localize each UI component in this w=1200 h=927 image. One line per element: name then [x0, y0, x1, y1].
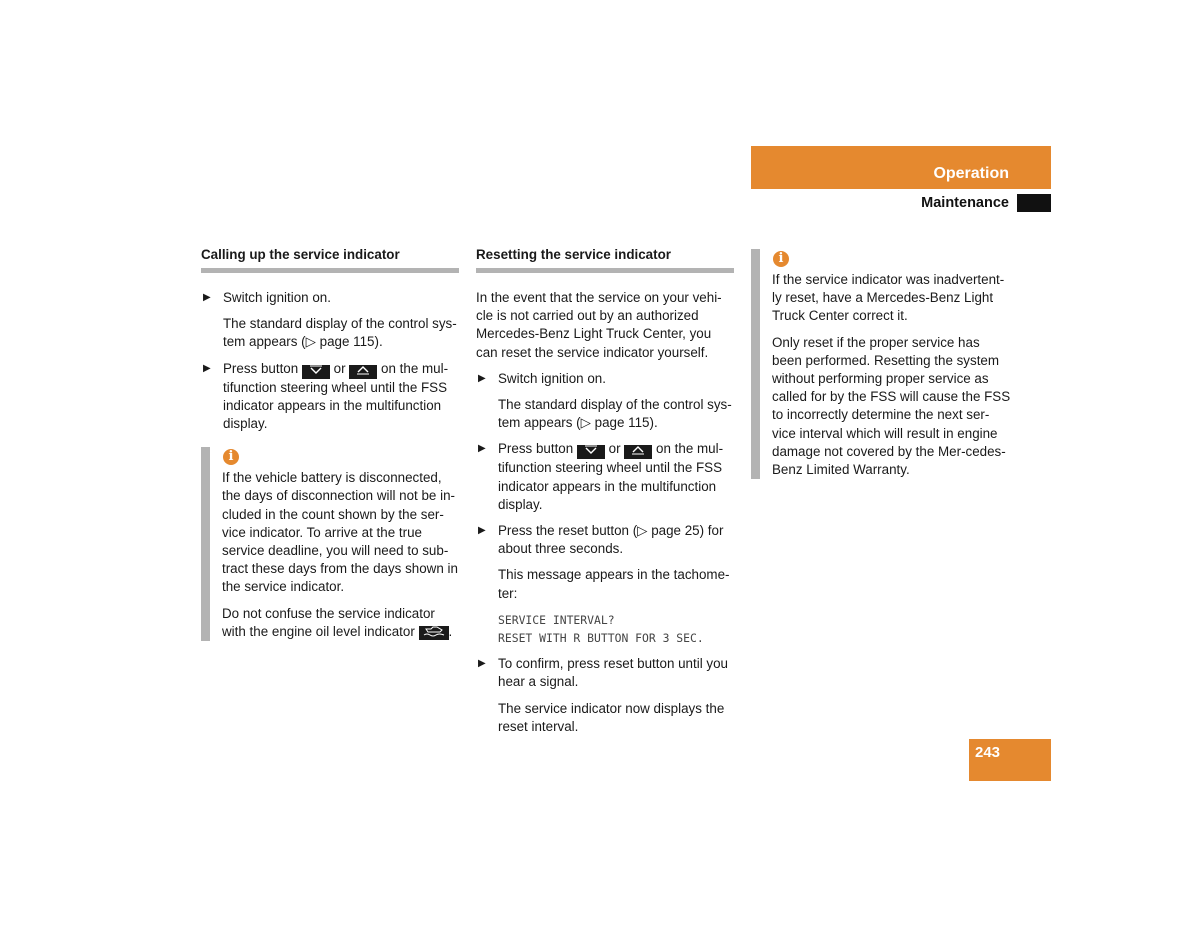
step-item [476, 440, 734, 514]
page-number: 243 [975, 744, 1001, 761]
triangle-right-icon: ▶ [478, 372, 486, 384]
note-paragraph: Do not confuse the service indicator with the engine oil level indicator . [222, 605, 453, 639]
chevron-down-button-icon [577, 445, 605, 459]
triangle-right-icon: ▶ [203, 362, 211, 374]
step-text: Switch ignition on. [498, 370, 606, 386]
step-text: Switch ignition on. [223, 290, 331, 305]
step-detail: The standard display of the control sys-tem appears (▷ page 115). [223, 316, 457, 350]
column-warning-note [751, 249, 1011, 483]
triangle-right-icon: ▶ [478, 443, 486, 455]
triangle-right-icon: ▶ [203, 292, 211, 303]
info-note [751, 249, 1011, 479]
message-line: RESET WITH R BUTTON FOR 3 SEC. [498, 631, 704, 646]
column-heading: Resetting the service indicator [476, 246, 734, 273]
info-icon: i [223, 449, 239, 465]
intro-paragraph: In the event that the service on your vehi-cle is not carried out by an authorized Mercedes-Benz Light Truck Center, you can reset the service indicator yourself. [476, 290, 722, 360]
message-line: SERVICE INTERVAL? [498, 612, 615, 627]
column-calling-up [201, 246, 459, 641]
section-header-bar [751, 146, 1051, 189]
step-item [201, 360, 459, 434]
triangle-right-icon: ▶ [478, 658, 486, 670]
column-resetting [476, 246, 734, 744]
note-bar [751, 249, 760, 479]
chevron-up-button-icon [349, 365, 377, 379]
step-text: Press button or on the mul-tifunction steering wheel until the FSS indicator appears in the multifunction display. [223, 360, 449, 432]
tachometer-message [476, 611, 734, 647]
triangle-right-icon: ▶ [478, 525, 486, 537]
column-heading: Calling up the service indicator [201, 246, 459, 273]
step-item [476, 655, 734, 691]
step-text: Press button or on the mul-tifunction steering wheel until the FSS indicator appears in the multifunction display. [498, 441, 724, 512]
step-text: To confirm, press reset button until you hear a signal. [498, 656, 728, 690]
subsection-header [751, 194, 1051, 212]
step-item [476, 522, 734, 558]
info-note [201, 447, 459, 641]
chevron-down-button-icon [302, 365, 330, 379]
note-bar [201, 447, 210, 641]
section-title: Operation [933, 165, 1009, 182]
info-icon: i [773, 251, 789, 267]
subsection-marker [1017, 194, 1051, 212]
step-item [476, 370, 734, 388]
note-paragraph: If the vehicle battery is disconnected, the days of disconnection will not be in-cluded in the count shown by the ser-vice indicator. To arrive at the true service deadline, you will need to sub-tract these days from the days shown in the service indicator. [222, 470, 458, 595]
step-detail: The standard display of the control sys-tem appears (▷ page 115). [498, 397, 732, 431]
engine-oil-level-icon [419, 626, 449, 640]
note-paragraph: Only reset if the proper service has been performed. Resetting the system without performing proper service as called for by the FSS will cause the FSS to incorrectly determine the next ser-vice interval which will result in engine damage not covered by the Mer-cedes-Benz Limited Warranty. [772, 334, 1011, 478]
step-detail: The service indicator now displays the reset interval. [498, 700, 725, 734]
subsection-title: Maintenance [921, 195, 1009, 211]
page-number-box [969, 739, 1051, 781]
step-text: Press the reset button (▷ page 25) for about three seconds. [498, 523, 724, 557]
note-paragraph: If the service indicator was inadvertent-ly reset, have a Mercedes-Benz Light Truck Center correct it. [772, 272, 1005, 324]
step-detail: This message appears in the tachome-ter: [498, 567, 730, 601]
chevron-up-button-icon [624, 445, 652, 459]
step-item [201, 289, 459, 307]
